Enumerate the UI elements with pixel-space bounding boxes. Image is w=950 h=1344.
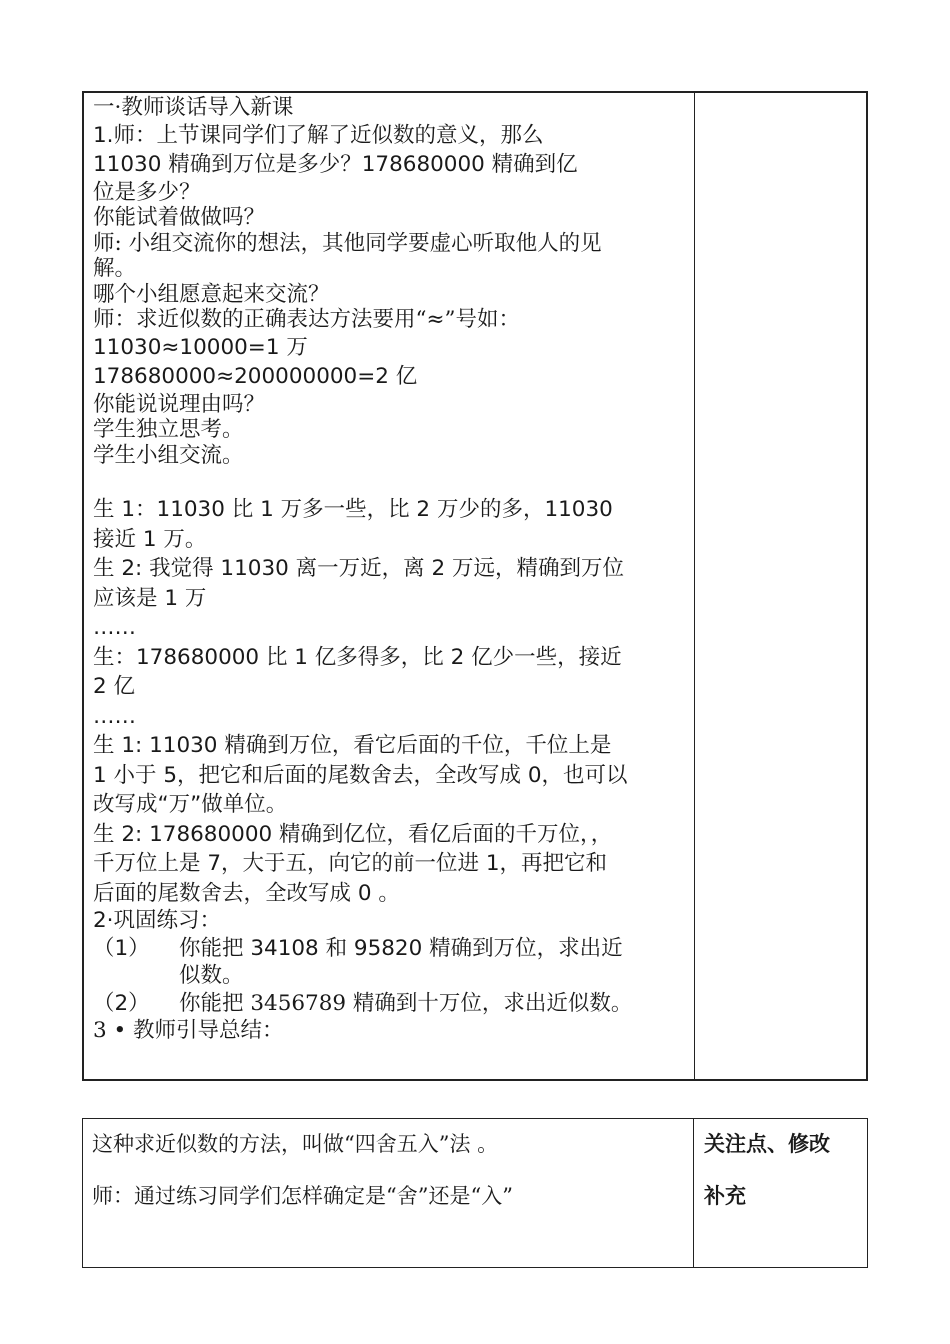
exercise-item-1	[93, 934, 689, 989]
text-line: 位是多少？	[93, 179, 201, 205]
exercise-number: （1）	[93, 935, 150, 961]
equation-line: 11030≈10000=1 万	[93, 334, 308, 360]
ellipsis-line: ……	[93, 703, 136, 729]
student-answer-line: 改写成“万”做单位。	[93, 792, 288, 817]
student-answer-line: 后面的尾数舍去，全改写成 0 。	[93, 880, 400, 906]
text-line: 师：求近似数的正确表达方法要用“≈”号如：	[93, 307, 520, 332]
text-line: 师: 小组交流你的想法，其他同学要虚心听取他人的见	[93, 230, 602, 256]
exercise-text: 似数。	[179, 963, 244, 988]
text-line: 你能说说理由吗？	[93, 391, 266, 417]
student-answer-line: 2 亿	[93, 674, 136, 699]
text-line: 解。	[93, 256, 137, 281]
blank-line	[93, 468, 689, 495]
exercise-number: （2）	[93, 990, 150, 1016]
ellipsis-line: ……	[93, 615, 136, 640]
lesson-content-cell	[84, 93, 695, 1079]
lesson-content	[93, 95, 689, 1044]
teacher-question: 师：通过练习同学们怎样确定是“舍”还是“入”	[92, 1184, 513, 1208]
text-line: 你能试着做做吗？	[93, 205, 266, 230]
section-heading: 一·教师谈话导入新课	[93, 95, 294, 120]
continuation-content	[92, 1129, 688, 1211]
exercise-text: 你能把 3456789 精确到十万位，求出近似数。	[179, 990, 633, 1016]
text-line: 11030 精确到万位是多少？178680000 精确到亿	[93, 152, 578, 177]
student-answer-line: 生 1：11030 比 1 万多一些，比 2 万少的多，11030	[93, 497, 613, 522]
notes-heading-line-1: 关注点、修改	[704, 1131, 830, 1156]
notes-cell	[695, 93, 866, 1079]
equation-line: 178680000≈200000000=2 亿	[93, 364, 418, 389]
method-text: 这种求近似数的方法，叫做“四舍五入”法 。	[92, 1132, 499, 1156]
continuation-content-cell	[83, 1119, 694, 1267]
text-line: 1.师：上节课同学们了解了近似数的意义，那么	[93, 122, 544, 148]
student-answer-line: 应该是 1 万	[93, 585, 207, 611]
student-answer-line: 生：178680000 比 1 亿多得多，比 2 亿少一些，接近	[93, 644, 622, 670]
continuation-table	[82, 1118, 868, 1268]
student-answer-line: 1 小于 5，把它和后面的尾数舍去，全改写成 0，也可以	[93, 762, 628, 788]
student-answer-line: 生 2: 我觉得 11030 离一万近，离 2 万远，精确到万位	[93, 556, 625, 581]
student-answer-line: 生 1: 11030 精确到万位，看它后面的千位，千位上是	[93, 733, 612, 758]
exercise-item-2	[93, 989, 689, 1019]
notes-heading-line-2: 补充	[704, 1183, 746, 1208]
notes-cell	[694, 1119, 867, 1267]
student-answer-line: 接近 1 万。	[93, 526, 207, 552]
lesson-table	[82, 91, 868, 1081]
exercise-heading: 2·巩固练习：	[93, 908, 222, 933]
student-answer-line: 生 2: 178680000 精确到亿位，看亿后面的千万位，，	[93, 821, 613, 847]
notes-heading	[704, 1129, 864, 1211]
student-answer-line: 千万位上是 7，大于五，向它的前一位进 1，再把它和	[93, 851, 608, 876]
text-line: 哪个小组愿意起来交流？	[93, 281, 330, 307]
text-line: 学生小组交流。	[93, 442, 244, 468]
exercise-text: 你能把 34108 和 95820 精确到万位，求出近	[179, 935, 623, 961]
text-line: 学生独立思考。	[93, 417, 244, 442]
summary-heading: 3 • 教师引导总结：	[93, 1018, 284, 1043]
